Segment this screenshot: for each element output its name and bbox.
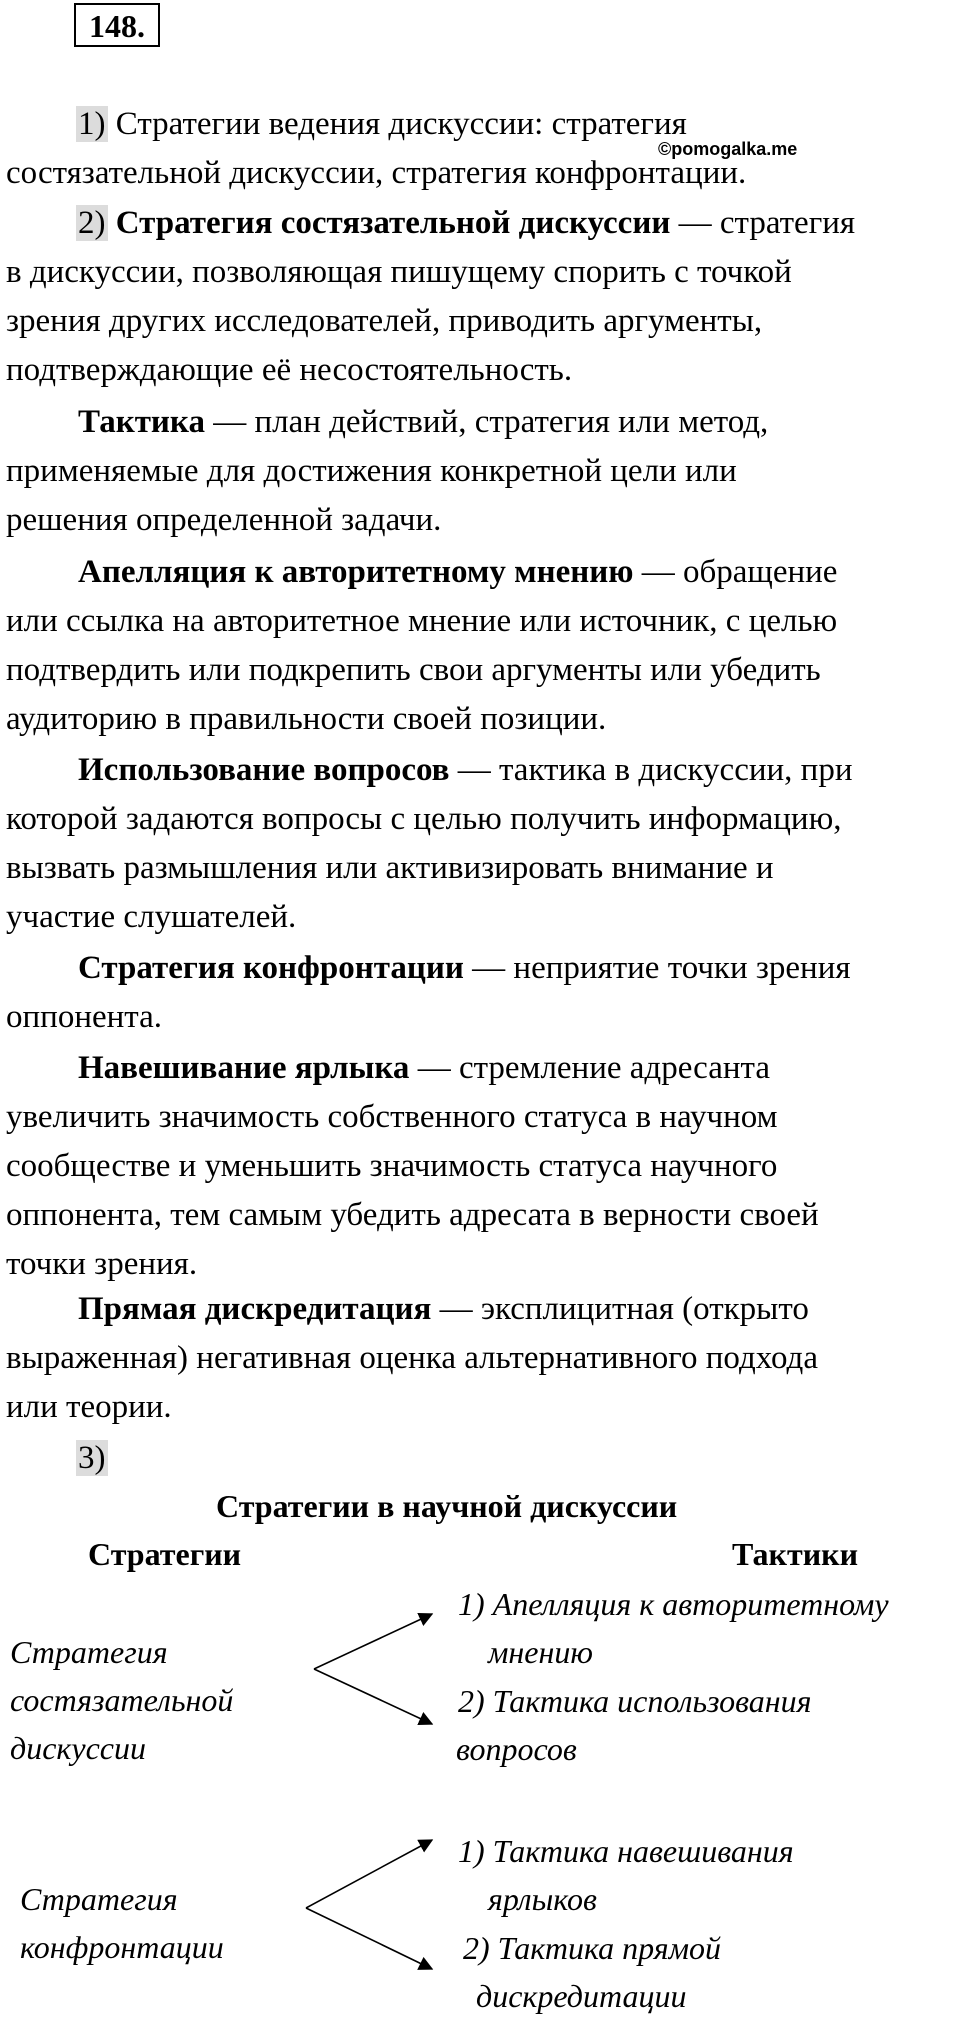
tactic-appeal-line1: 1) Апелляция к авторитетному	[458, 1586, 889, 1622]
strategy-competitive-line3: дискуссии	[10, 1730, 146, 1766]
def-discredit-line3: или теории.	[6, 1389, 172, 1425]
item2-line3: зрения других исследователей, приводить аргументы,	[6, 303, 763, 339]
term-tactic: Тактика	[78, 404, 205, 440]
def-tactic-line1: Тактика — план действий, стратегия или метод,	[78, 404, 769, 440]
def-confrontation-line2: оппонента.	[6, 999, 163, 1035]
item1-line2: состязательной дискуссии, стратегия конфронтации.	[6, 155, 747, 191]
tactic-questions-line1: 2) Тактика использования	[458, 1683, 812, 1719]
def-discredit-line2: выраженная) негативная оценка альтернативного подхода	[6, 1340, 818, 1376]
strategy-confrontation-line1: Стратегия	[20, 1881, 178, 1917]
diagram-col-strategies: Стратегии	[88, 1536, 242, 1572]
term-discredit: Прямая дискредитация	[78, 1291, 432, 1327]
def-tactic-line2: применяемые для достижения конкретной цели или	[6, 453, 737, 489]
def-tactic-line3: решения определенной задачи.	[6, 502, 442, 538]
arrow-competitive-to-appeal	[314, 1614, 432, 1669]
def-appeal-line3: подтвердить или подкрепить свои аргументы или убедить	[6, 652, 821, 688]
term-confrontation: Стратегия конфронтации	[78, 950, 464, 986]
item1-line1: 1) Стратегии ведения дискуссии: стратегия	[78, 106, 687, 142]
def-discredit-line1: Прямая дискредитация — эксплицитная (открыто	[78, 1291, 809, 1327]
strategy-competitive-line1: Стратегия	[10, 1634, 168, 1670]
item2-line2: в дискуссии, позволяющая пишущему спорить с точкой	[6, 254, 792, 290]
def-questions-line4: участие слушателей.	[6, 899, 297, 935]
tactic-labeling-line1: 1) Тактика навешивания	[458, 1833, 794, 1869]
watermark: ©pomogalka.me	[658, 139, 798, 159]
item2-number: 2)	[78, 205, 106, 241]
item1-number: 1)	[78, 106, 106, 142]
item2-line4: подтверждающие её несостоятельность.	[6, 352, 573, 388]
tactic-appeal-line2: мнению	[488, 1634, 593, 1670]
arrow-competitive-to-questions	[314, 1669, 432, 1724]
term-competitive-strategy: Стратегия состязательной дискуссии	[115, 205, 671, 241]
def-labeling-line3: сообществе и уменьшить значимость статуса научного	[6, 1148, 778, 1184]
diagram-col-tactics: Тактики	[732, 1536, 859, 1572]
def-labeling-line1: Навешивание ярлыка — стремление адресанта	[78, 1050, 771, 1086]
strategy-competitive-line2: состязательной	[10, 1682, 234, 1718]
def-questions-line2: которой задаются вопросы с целью получить информацию,	[6, 801, 842, 837]
def-labeling-line2: увеличить значимость собственного статуса в научном	[6, 1099, 778, 1135]
def-labeling-line5: точки зрения.	[6, 1246, 198, 1282]
def-appeal-line2: или ссылка на авторитетное мнение или источник, с целью	[6, 603, 838, 639]
item3-number: 3)	[78, 1440, 106, 1476]
def-labeling-line4: оппонента, тем самым убедить адресата в верности своей	[6, 1197, 819, 1233]
term-questions: Использование вопросов	[78, 752, 450, 788]
arrow-confrontation-to-discredit	[306, 1908, 432, 1969]
diagram-title: Стратегии в научной дискуссии	[216, 1488, 678, 1524]
strategy-confrontation-line2: конфронтации	[20, 1929, 224, 1965]
def-confrontation-line1: Стратегия конфронтации — неприятие точки зрения	[78, 950, 851, 986]
def-questions-line3: вызвать размышления или активизировать внимание и	[6, 850, 774, 886]
tactic-labeling-line2: ярлыков	[488, 1881, 597, 1917]
term-labeling: Навешивание ярлыка	[78, 1050, 410, 1086]
tactic-discredit-line1: 2) Тактика прямой	[463, 1930, 721, 1966]
tactic-discredit-line2: дискредитации	[476, 1978, 687, 2014]
arrow-confrontation-to-labeling	[306, 1840, 432, 1908]
tactic-questions-line2: вопросов	[456, 1731, 577, 1767]
def-appeal-line4: аудиторию в правильности своей позиции.	[6, 701, 607, 737]
term-appeal: Апелляция к авторитетному мнению	[78, 554, 634, 590]
exercise-number: 148.	[74, 3, 160, 47]
def-questions-line1: Использование вопросов — тактика в дискуссии, при	[78, 752, 853, 788]
def-appeal-line1: Апелляция к авторитетному мнению — обращение	[78, 554, 838, 590]
item2-line1: 2) Стратегия состязательной дискуссии — стратегия	[78, 205, 856, 241]
